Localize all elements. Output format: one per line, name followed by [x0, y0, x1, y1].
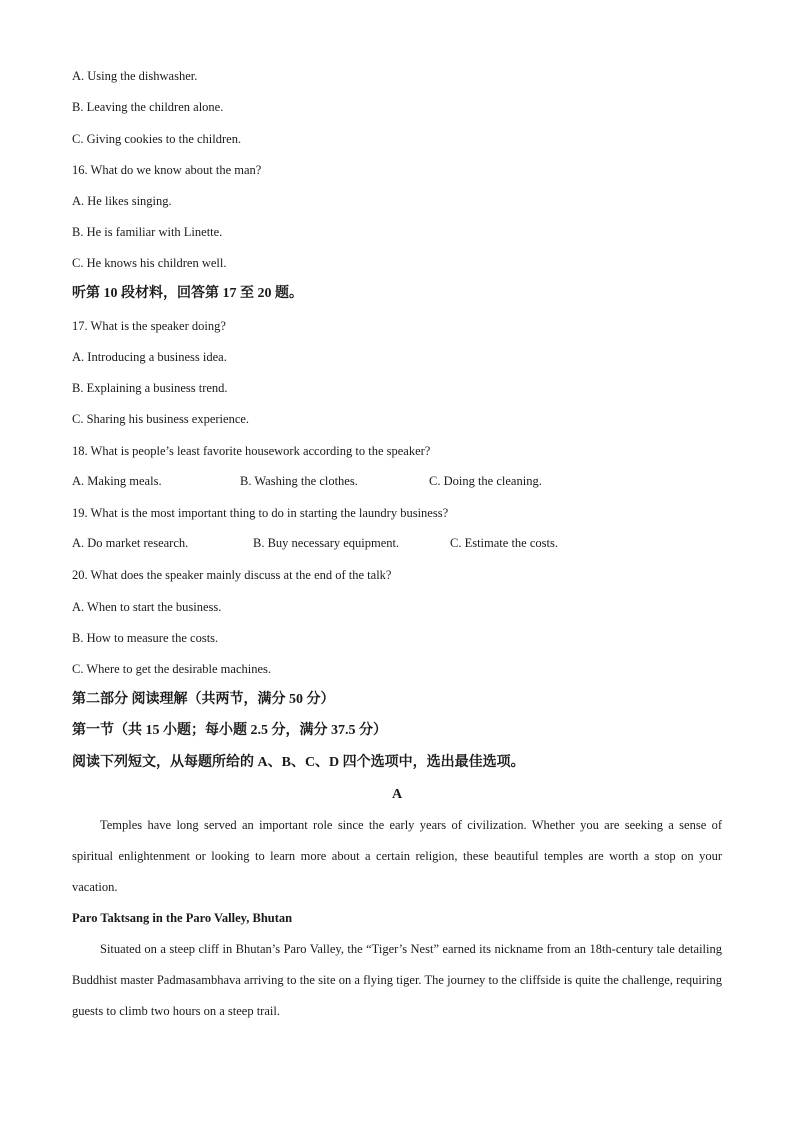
q20-option-c: C. Where to get the desirable machines.: [72, 662, 272, 676]
q18-option-a: A. Making meals.: [72, 474, 162, 488]
passage-intro: Temples have long served an important role since the early years of civilization. Whether you are seeking a sense of spiritual enlightenment or looking to learn more about a certain religion, these beautiful temples are worth a stop on your vacation.: [72, 818, 722, 894]
q19-option-a: A. Do market research.: [72, 536, 189, 550]
q17-option-b: B. Explaining a business trend.: [72, 381, 228, 395]
q19-option-b: B. Buy necessary equipment.: [253, 536, 400, 550]
q16-option-c: C. He knows his children well.: [72, 256, 227, 270]
part2-heading: 第二部分 阅读理解（共两节，满分 50 分）: [72, 692, 335, 707]
q19-question: 19. What is the most important thing to do in starting the laundry business?: [72, 506, 449, 520]
q20-option-b: B. How to measure the costs.: [72, 631, 219, 645]
q15-option-b: B. Leaving the children alone.: [72, 100, 224, 114]
temple1-text: Situated on a steep cliff in Bhutan’s Paro Valley, the “Tiger’s Nest” earned its nickname from an 18th-century tale detailing Buddhist master Padmasambhava arriving to the site on a flying tiger. The journey to the cliffside is quite the challenge, requiring guests to climb two hours on a steep trail.: [72, 942, 722, 1018]
q17-option-c: C. Sharing his business experience.: [72, 412, 250, 426]
q16-question: 16. What do we know about the man?: [72, 163, 262, 177]
section10-heading: 听第 10 段材料，回答第 17 至 20 题。: [72, 286, 303, 301]
instructions: 阅读下列短文，从每题所给的 A、B、C、D 四个选项中，选出最佳选项。: [72, 755, 525, 770]
q15-option-c: C. Giving cookies to the children.: [72, 132, 242, 146]
q19-option-c: C. Estimate the costs.: [450, 536, 558, 550]
q17-question: 17. What is the speaker doing?: [72, 319, 226, 333]
q18-option-b: B. Washing the clothes.: [240, 474, 358, 488]
q18-option-c: C. Doing the cleaning.: [429, 474, 542, 488]
q17-option-a: A. Introducing a business idea.: [72, 350, 227, 364]
q18-question: 18. What is people’s least favorite housework according to the speaker?: [72, 444, 431, 458]
q16-option-a: A. He likes singing.: [72, 194, 172, 208]
q15-option-a: A. Using the dishwasher.: [72, 69, 198, 83]
passage-label: A: [391, 787, 403, 802]
section1-heading: 第一节（共 15 小题；每小题 2.5 分，满分 37.5 分）: [72, 723, 387, 738]
q20-option-a: A. When to start the business.: [72, 600, 222, 614]
temple1-title: Paro Taktsang in the Paro Valley, Bhutan: [72, 911, 293, 925]
q20-question: 20. What does the speaker mainly discuss at the end of the talk?: [72, 568, 392, 582]
q16-option-b: B. He is familiar with Linette.: [72, 225, 223, 239]
